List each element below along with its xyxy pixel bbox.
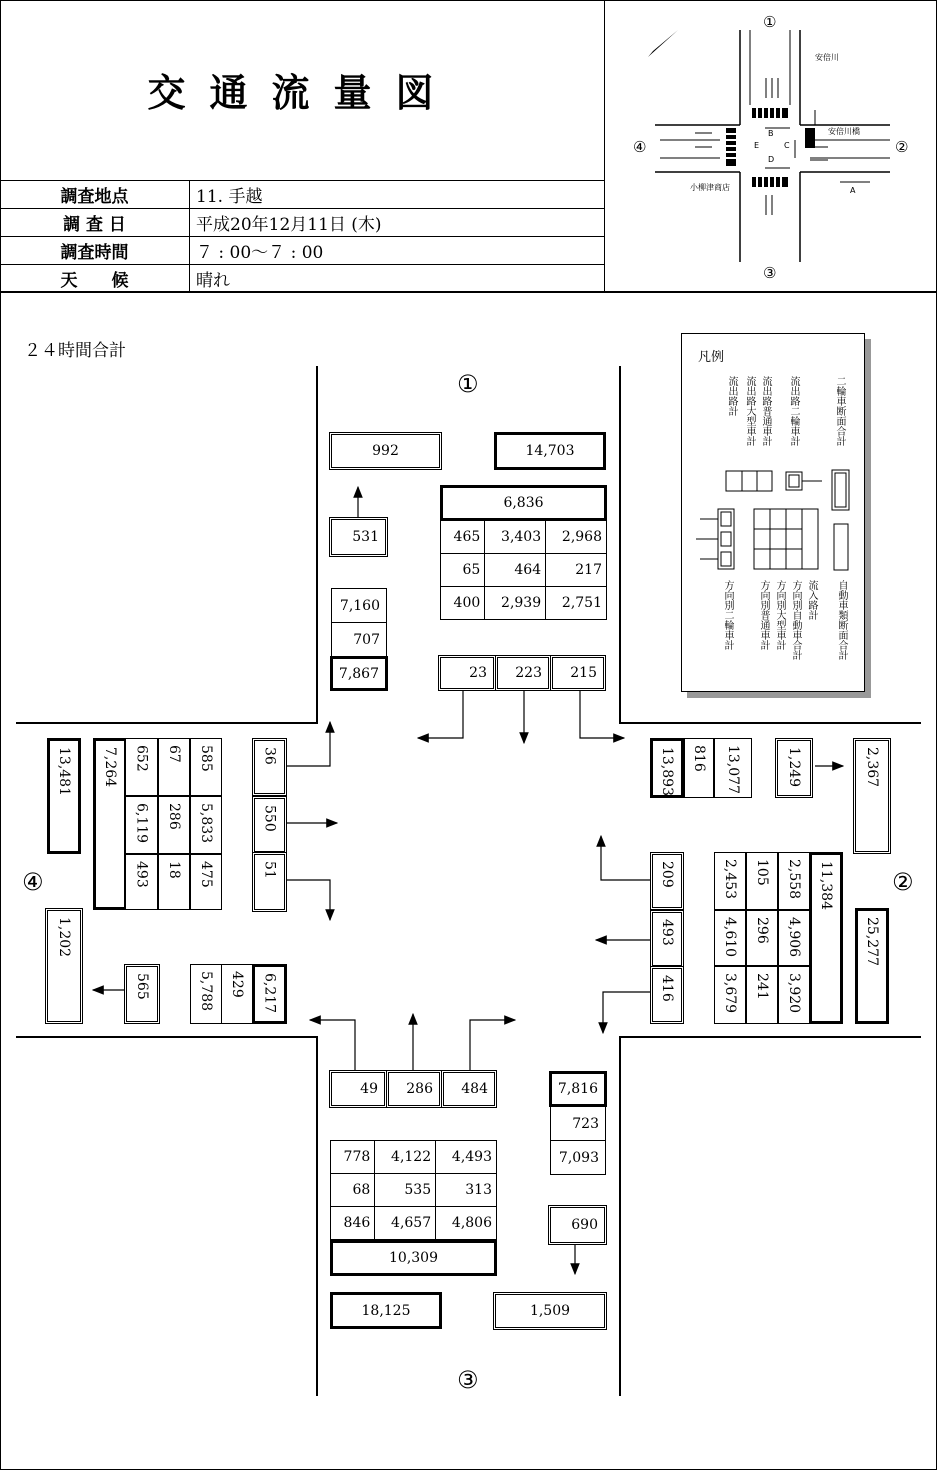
south-cross-total: 18,125 <box>330 1292 442 1329</box>
approach-label-south: ③ <box>457 1366 479 1394</box>
svg-text:小柳津商店: 小柳津商店 <box>690 183 730 192</box>
info-row-date: 調 査 日 平成20年12月11日 (木) <box>0 209 605 237</box>
south-in-total: 10,309 <box>330 1240 497 1276</box>
svg-text:①: ① <box>763 13 777 31</box>
approach-label-north: ① <box>457 370 479 398</box>
east-out-normal: 13,077 <box>714 738 752 798</box>
west-cross-total: 13,481 <box>47 738 81 854</box>
svg-text:B: B <box>768 129 774 138</box>
svg-text:③: ③ <box>763 264 777 282</box>
west-out-normal: 5,788 <box>190 964 222 1024</box>
north-moto-right: 215 <box>550 655 606 691</box>
east-cross-total: 25,277 <box>855 908 889 1024</box>
svg-text:④: ④ <box>633 138 647 156</box>
approach-label-west: ④ <box>22 868 44 896</box>
east-out-moto: 1,249 <box>775 738 813 798</box>
west-out-moto: 565 <box>124 964 160 1024</box>
svg-text:D: D <box>768 155 775 164</box>
east-out-total: 13,893 <box>650 738 684 798</box>
east-in-total: 11,384 <box>809 852 843 1024</box>
south-moto-right: 484 <box>441 1070 497 1108</box>
south-out-large: 723 <box>550 1106 606 1141</box>
north-direction-grid: 465 3,403 2,968 65 464 217 400 2,939 2,751 <box>440 520 607 620</box>
legend: 凡例 流出路計 流出路大型車計 流出路普通車計 流出路二輪車計 二輪車断面合計 方向別二輪車計 方向別普通車計 方向別大型車計 方向別自動車合計 流入路計 自動車類断面合計 <box>681 333 865 692</box>
north-out-total: 7,867 <box>330 656 388 691</box>
west-out-large: 429 <box>221 964 253 1024</box>
svg-text:A: A <box>850 186 856 195</box>
total-label: ２４時間合計 <box>24 341 126 361</box>
north-out-normal: 7,160 <box>331 588 387 623</box>
info-row-location: 調査地点 11. 手越 <box>0 181 605 209</box>
west-cross-moto: 1,202 <box>45 908 83 1024</box>
north-moto-straight: 223 <box>495 655 551 691</box>
west-in-total: 7,264 <box>93 738 127 910</box>
south-moto-straight: 286 <box>386 1070 442 1108</box>
east-moto-right: 209 <box>650 852 684 910</box>
east-out-large: 816 <box>684 738 714 798</box>
west-moto-right: 36 <box>252 738 287 796</box>
south-out-moto: 690 <box>548 1205 607 1245</box>
east-cross-moto: 2,367 <box>853 738 891 854</box>
north-out-bike: 531 <box>329 517 388 557</box>
page-title: 交通流量図 <box>147 70 458 115</box>
east-moto-left: 416 <box>650 966 684 1024</box>
north-cross-total: 14,703 <box>494 432 606 470</box>
west-moto-straight: 550 <box>252 796 287 854</box>
approach-label-east: ② <box>892 868 914 896</box>
south-direction-grid: 778 4,122 4,493 68 535 313 846 4,657 4,806 <box>330 1140 497 1240</box>
info-row-time: 調査時間 ７ : 00～７ : 00 <box>0 237 605 265</box>
legend-title: 凡例 <box>698 350 725 365</box>
north-out-moto-total: 992 <box>329 432 442 470</box>
south-moto-left: 49 <box>329 1070 387 1108</box>
east-moto-straight: 493 <box>650 910 684 968</box>
south-out-normal: 7,093 <box>550 1140 606 1175</box>
svg-text:②: ② <box>895 138 909 156</box>
svg-text:E: E <box>754 141 760 150</box>
west-out-total: 6,217 <box>252 964 287 1024</box>
south-out-total: 7,816 <box>549 1071 607 1107</box>
svg-text:安倍川: 安倍川 <box>815 53 839 62</box>
north-out-large: 707 <box>331 622 387 657</box>
info-row-weather: 天 候 晴れ <box>0 265 605 293</box>
north-moto-left: 23 <box>438 655 496 691</box>
svg-text:安倍川橋: 安倍川橋 <box>828 127 860 136</box>
svg-text:C: C <box>784 141 790 150</box>
north-in-total: 6,836 <box>440 485 607 521</box>
west-moto-left: 51 <box>252 852 287 912</box>
south-cross-moto: 1,509 <box>493 1292 607 1330</box>
